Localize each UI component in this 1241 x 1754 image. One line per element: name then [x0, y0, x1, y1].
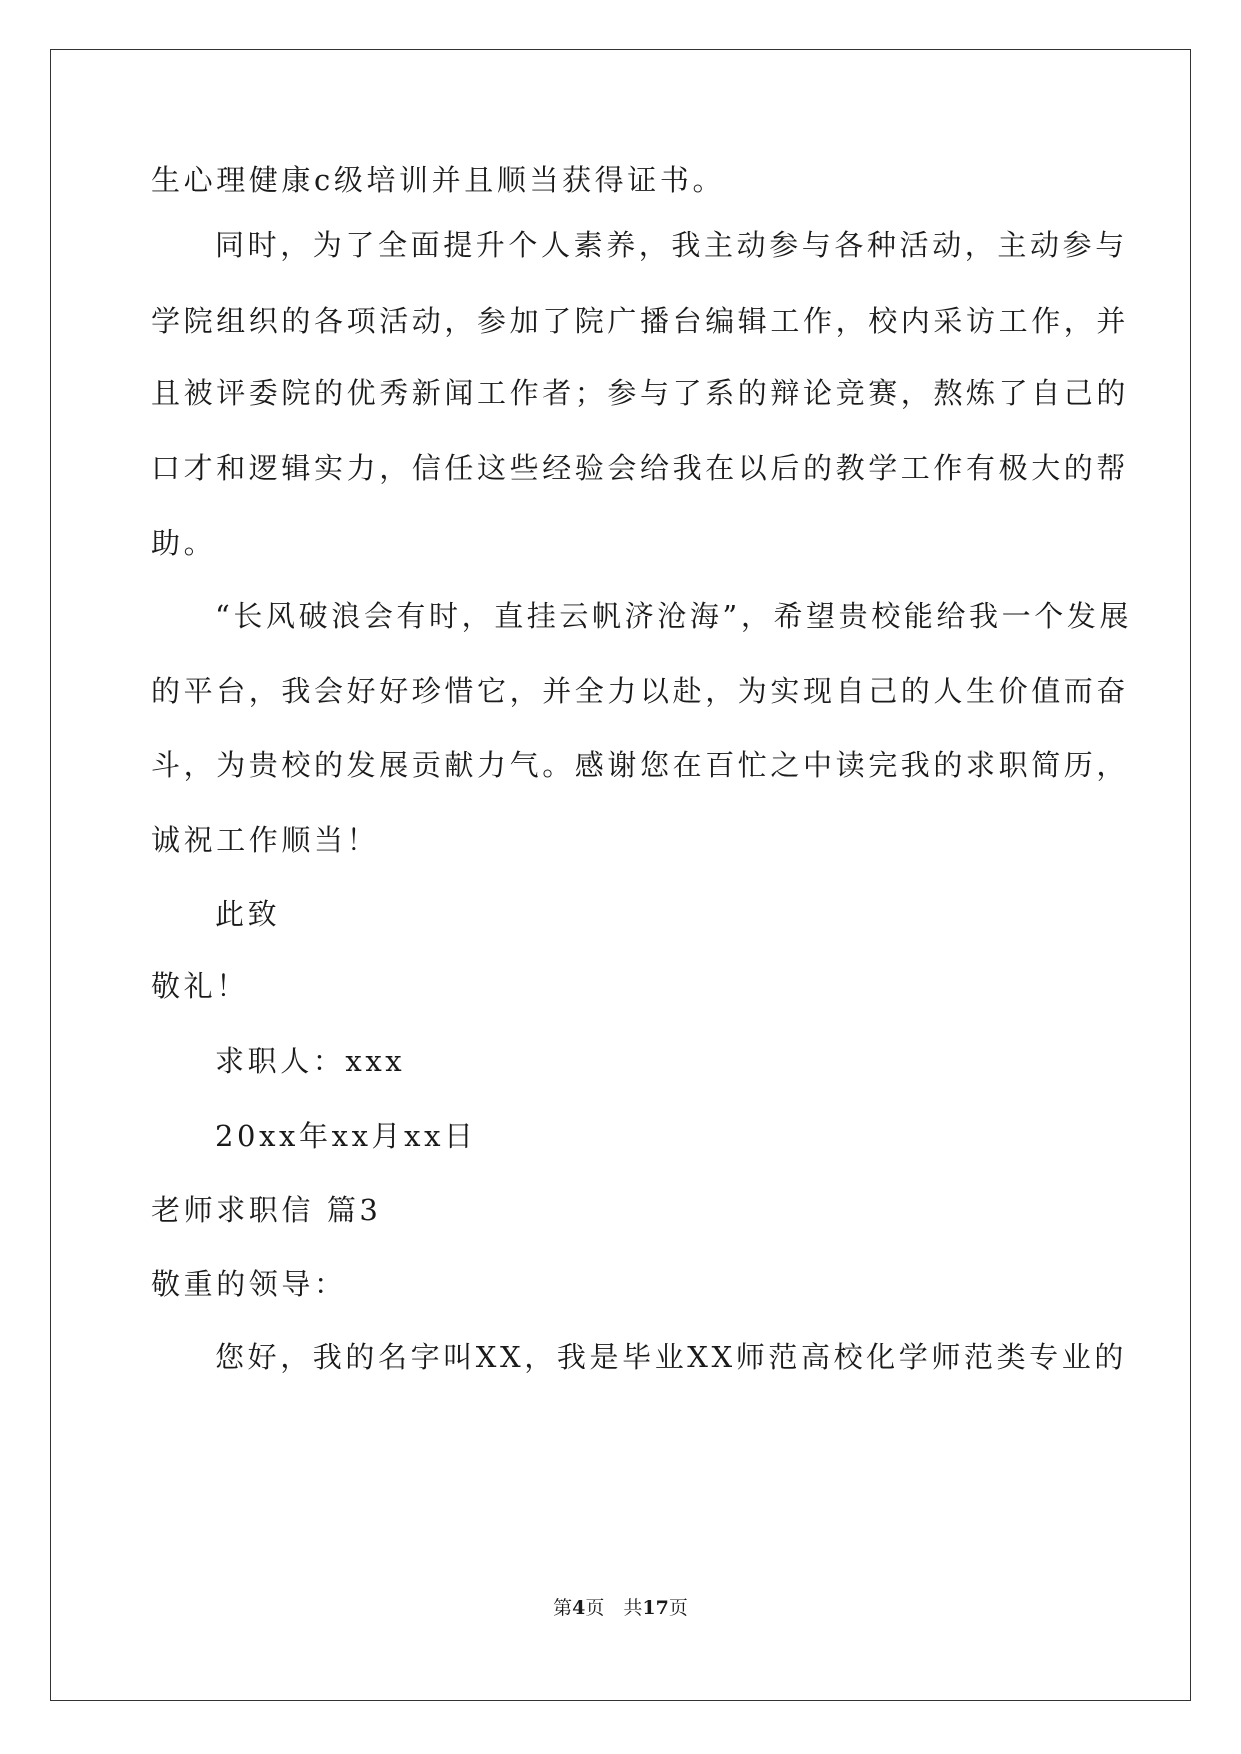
page-mid: 页 共 — [585, 1597, 643, 1619]
text-line: 口才和逻辑实力，信任这些经验会给我在以后的教学工作有极大的帮 — [151, 451, 1130, 485]
text-line: “长风破浪会有时，直挂云帆济沧海”，希望贵校能给我一个发展 — [215, 599, 1133, 633]
text-line: 同时，为了全面提升个人素养，我主动参与各种活动，主动参与 — [215, 228, 1128, 262]
page-footer — [0, 1596, 1241, 1620]
text-line: 且被评委院的优秀新闻工作者；参与了系的辩论竞赛，熬炼了自己的 — [151, 376, 1130, 410]
text-line: 斗，为贵校的发展贡献力气。感谢您在百忙之中读完我的求职简历， — [151, 748, 1130, 782]
text-line: 敬礼！ — [151, 969, 249, 1003]
text-line: 学院组织的各项活动，参加了院广播台编辑工作，校内采访工作，并 — [151, 304, 1130, 338]
text-line: 此致 — [215, 897, 281, 931]
page-border — [50, 49, 1191, 1701]
signature-name: 求职人：xxx — [215, 1044, 406, 1078]
page-total: 17 — [642, 1597, 669, 1619]
text-line: 生心理健康c级培训并且顺当获得证书。 — [151, 163, 726, 197]
text-line: 您好，我的名字叫XX，我是毕业XX师范高校化学师范类专业的 — [215, 1340, 1127, 1374]
section-heading: 老师求职信 篇3 — [151, 1193, 382, 1227]
page-suffix: 页 — [668, 1597, 688, 1619]
signature-date: 20xx年xx月xx日 — [215, 1119, 477, 1153]
salutation: 敬重的领导： — [151, 1267, 347, 1301]
text-line: 的平台，我会好好珍惜它，并全力以赴，为实现自己的人生价值而奋 — [151, 674, 1130, 708]
page-prefix: 第 — [553, 1597, 573, 1619]
text-line: 助。 — [151, 526, 217, 560]
page-current: 4 — [572, 1597, 586, 1619]
text-line: 诚祝工作顺当！ — [151, 823, 380, 857]
